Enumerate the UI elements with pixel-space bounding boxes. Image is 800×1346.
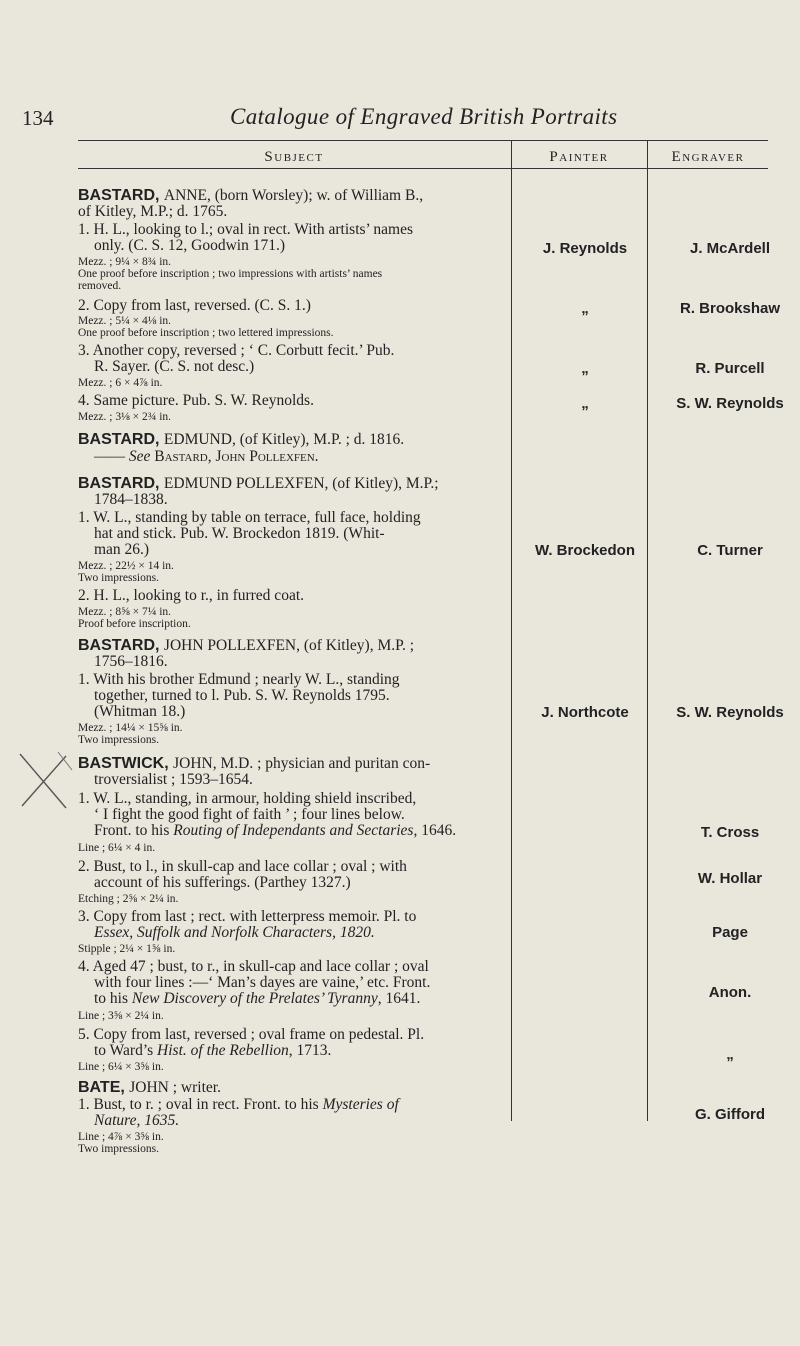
column-header-subject: Subject <box>264 149 324 165</box>
item-text <box>78 1096 399 1113</box>
item-text <box>78 823 508 839</box>
cross-reference <box>94 448 319 466</box>
entry-item <box>78 859 508 891</box>
item-text-part: , 1713. <box>288 1042 332 1059</box>
painter-name: W. Brockedon <box>534 542 635 559</box>
item-details <box>78 1131 508 1155</box>
medium-dimensions: Mezz. ; 22½ × 14 in. <box>78 560 174 572</box>
see-word: See <box>128 448 151 465</box>
see-target: Bastard, John Pollexfen. <box>154 448 319 465</box>
entry-name: BASTARD, <box>78 187 164 204</box>
engraver-name: C. Turner <box>697 542 763 559</box>
impression-note: One proof before inscription ; two lettered impressions. <box>78 327 334 339</box>
painter-name: J. Reynolds <box>542 240 628 257</box>
engraver-ditto: „ <box>726 1046 734 1063</box>
item-details <box>78 722 508 746</box>
column-divider-left <box>511 141 512 1121</box>
entry-item <box>78 343 508 375</box>
item-text: together, turned to l. Pub. S. W. Reynolds 1795. <box>94 687 390 704</box>
entry-description-line2: of Kitley, M.P.; d. 1765. <box>78 203 228 220</box>
item-details <box>78 893 508 905</box>
entry-item <box>78 393 508 409</box>
entry-description-line2: 1784–1838. <box>94 491 168 508</box>
medium-dimensions: Line ; 6¼ × 3⅝ in. <box>78 1061 164 1073</box>
entry-heading <box>78 188 518 220</box>
engraver-name: S. W. Reynolds <box>676 395 784 412</box>
entry-item <box>78 1097 508 1129</box>
entry-description: JOHN, M.D. ; physician and puritan con- <box>173 755 431 772</box>
medium-dimensions: Stipple ; 2¼ × 1⅝ in. <box>78 943 176 955</box>
item-text: 2. H. L., looking to r., in furred coat. <box>78 587 304 604</box>
item-details <box>78 1010 508 1022</box>
item-text: R. Sayer. (C. S. not desc.) <box>94 358 255 375</box>
item-text: 1. W. L., standing by table on terrace, full face, holding <box>78 509 421 526</box>
entry-item <box>78 510 508 558</box>
item-details <box>78 943 508 955</box>
impression-note: Two impressions. <box>78 734 159 746</box>
column-header-engraver: Engraver <box>671 149 745 165</box>
item-details <box>78 315 508 339</box>
medium-dimensions: Line ; 4⅞ × 3⅝ in. <box>78 1131 164 1143</box>
medium-dimensions: Mezz. ; 5¼ × 4⅛ in. <box>78 315 172 327</box>
medium-dimensions: Line ; 6¼ × 4 in. <box>78 842 156 854</box>
entry-heading <box>78 638 518 670</box>
entry-item <box>78 588 508 604</box>
medium-dimensions: Mezz. ; 14¼ × 15⅝ in. <box>78 722 183 734</box>
entry-name: BATE, <box>78 1079 130 1096</box>
entry-item <box>78 672 508 720</box>
engraver-name: G. Gifford <box>695 1106 765 1123</box>
book-title: New Discovery of the Prelates’ Tyranny <box>131 990 378 1007</box>
medium-dimensions: Line ; 3⅝ × 2¼ in. <box>78 1010 164 1022</box>
engraver-name: T. Cross <box>700 824 760 841</box>
entry-description: EDMUND, (of Kitley), M.P. ; d. 1816. <box>163 431 405 448</box>
entry-item <box>78 298 508 314</box>
book-title: Hist. of the Rebellion <box>157 1042 289 1059</box>
page-number: 134 <box>22 106 54 130</box>
item-text: 3. Copy from last ; rect. with letterpress memoir. Pl. to <box>78 908 417 925</box>
item-text: 3. Another copy, reversed ; ‘ C. Corbutt fecit.’ Pub. <box>78 342 395 359</box>
entry-name: BASTARD, <box>78 637 164 654</box>
item-text: with four lines :—‘ Man’s dayes are vaine,’ etc. Front. <box>94 974 431 991</box>
item-text: hat and stick. Pub. W. Brockedon 1819. (Whit- <box>94 525 385 542</box>
item-text: 1. With his brother Edmund ; nearly W. L., standing <box>78 671 400 688</box>
item-details <box>78 411 508 423</box>
entry-description-line2: 1756–1816. <box>94 653 168 670</box>
impression-note: Proof before inscription. <box>78 618 191 630</box>
entry-item <box>78 959 508 1007</box>
entry-name: BASTARD, <box>78 475 164 492</box>
entry-name: BASTWICK, <box>78 755 174 772</box>
ditto-dash: —— <box>94 448 125 465</box>
entry-description: EDMUND POLLEXFEN, (of Kitley), M.P.; <box>163 475 439 492</box>
engraver-name: S. W. Reynolds <box>676 704 784 721</box>
engraver-name: W. Hollar <box>697 870 763 887</box>
running-head: Catalogue of Engraved British Portraits <box>230 104 618 129</box>
item-text-part: , 1641. <box>377 990 421 1007</box>
item-text <box>78 1043 508 1059</box>
item-details <box>78 377 508 389</box>
item-text: (Whitman 18.) <box>94 703 186 720</box>
entry-description: JOHN ; writer. <box>129 1079 221 1096</box>
entry-heading <box>78 1080 518 1096</box>
item-details <box>78 1061 508 1073</box>
item-text: 1. W. L., standing, in armour, holding shield inscribed, <box>78 790 417 807</box>
book-title: Nature, 1635. <box>94 1112 180 1129</box>
pencil-mark <box>14 750 74 812</box>
entry-item <box>78 1027 508 1059</box>
entry-item <box>78 909 508 941</box>
engraver-name: Anon. <box>708 984 752 1001</box>
impression-note: Two impressions. <box>78 572 159 584</box>
item-text: only. (C. S. 12, Goodwin 171.) <box>94 237 286 254</box>
engraver-name: R. Purcell <box>695 360 765 377</box>
item-text-part: 1. Bust, to r. ; oval in rect. Front. to his <box>78 1096 323 1113</box>
book-title: Essex, Suffolk and Norfolk Characters, 1820. <box>94 924 375 941</box>
engraver-name: Page <box>712 924 748 941</box>
entry-name: BASTARD, <box>78 431 164 448</box>
top-rule <box>78 140 768 141</box>
entry-heading <box>78 756 518 788</box>
item-details <box>78 842 508 854</box>
book-title: Routing of Independants and Sectaries <box>173 822 414 839</box>
painter-name: J. Northcote <box>541 704 629 721</box>
item-text-part: , 1646. <box>413 822 457 839</box>
book-title: Mysteries of <box>322 1096 399 1113</box>
item-text: 2. Copy from last, reversed. (C. S. 1.) <box>78 297 311 314</box>
entry-description: JOHN POLLEXFEN, (of Kitley), M.P. ; <box>163 637 415 654</box>
item-text: 1. H. L., looking to l.; oval in rect. With artists’ names <box>78 221 414 238</box>
entry-heading <box>78 476 518 508</box>
painter-ditto: „ <box>581 395 589 412</box>
entry-item <box>78 222 508 254</box>
painter-ditto: „ <box>581 300 589 317</box>
column-header-painter: Painter <box>549 149 609 165</box>
entry-description-line2: troversialist ; 1593–1654. <box>94 771 253 788</box>
item-details <box>78 606 508 630</box>
item-text: 4. Aged 47 ; bust, to r., in skull-cap and lace collar ; oval <box>78 958 429 975</box>
impression-note: removed. <box>78 280 122 292</box>
item-text: 4. Same picture. Pub. S. W. Reynolds. <box>78 392 314 409</box>
item-text <box>78 991 508 1007</box>
engraver-name: R. Brookshaw <box>679 300 781 317</box>
item-text: 5. Copy from last, reversed ; oval frame on pedestal. Pl. <box>78 1026 425 1043</box>
item-text-part: to Ward’s <box>94 1042 158 1059</box>
impression-note: One proof before inscription ; two impressions with artists’ names <box>78 268 383 280</box>
item-text: ‘ I fight the good fight of faith ’ ; four lines below. <box>94 806 405 823</box>
entry-item <box>78 791 508 839</box>
medium-dimensions: Mezz. ; 3⅛ × 2¾ in. <box>78 411 172 423</box>
medium-dimensions: Mezz. ; 9¼ × 8¾ in. <box>78 256 172 268</box>
medium-dimensions: Etching ; 2⅝ × 2¼ in. <box>78 893 179 905</box>
medium-dimensions: Mezz. ; 8⅝ × 7¼ in. <box>78 606 172 618</box>
item-details <box>78 256 508 292</box>
item-text: man 26.) <box>94 541 150 558</box>
painter-ditto: „ <box>581 360 589 377</box>
impression-note: Two impressions. <box>78 1143 159 1155</box>
item-details <box>78 560 508 584</box>
item-text: 2. Bust, to l., in skull-cap and lace collar ; oval ; with <box>78 858 407 875</box>
item-text-part: Front. to his <box>94 822 174 839</box>
column-divider-right <box>647 141 648 1121</box>
entry-heading <box>78 432 518 448</box>
item-text: account of his sufferings. (Parthey 1327.) <box>94 874 351 891</box>
engraver-name: J. McArdell <box>689 240 771 257</box>
header-rule <box>78 168 768 169</box>
entry-description: ANNE, (born Worsley); w. of William B., <box>163 187 424 204</box>
medium-dimensions: Mezz. ; 6 × 4⅞ in. <box>78 377 163 389</box>
item-text-part: to his <box>94 990 132 1007</box>
